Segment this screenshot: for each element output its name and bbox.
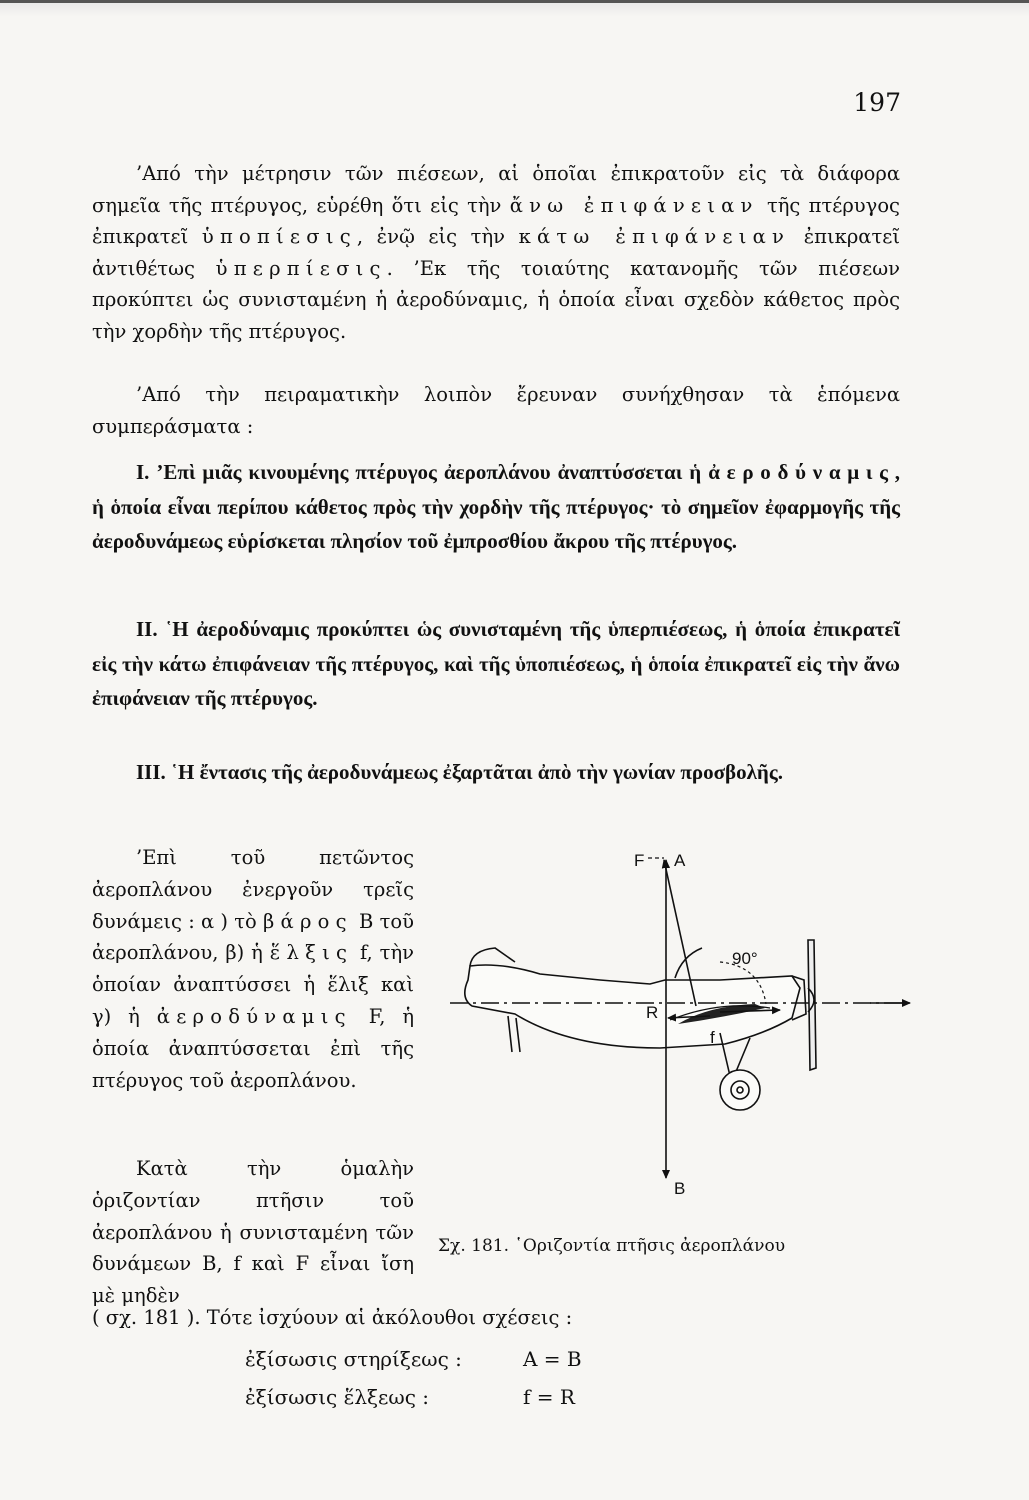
text-run: f, τὴν ὁποίαν ἀναπτύσσει ἡ ἕλιξ καὶ γ) ἡ bbox=[92, 941, 414, 1028]
page-number: 197 bbox=[853, 88, 901, 117]
text-run: ’Από τὴν μέτρησιν τῶν πιέσεων, αἱ ὁποῖαι ἐπικρατοῦν εἰς τὰ διάφορα σημεῖα τῆς πτέρυγος, εὑρέθη ὅτι εἰς τὴν bbox=[92, 162, 900, 217]
text-run: ’Από τὴν πειραματικὴν λοιπὸν ἔρευναν συνήχθησαν τὰ ἑπόμενα συμπεράσματα : bbox=[92, 383, 900, 438]
text-run: . ’Εκ τῆς τοιαύτης κατανομῆς τῶν πιέσεων προκύπτει ὡς συνισταμένη ἡ ἀεροδύναμις, ἡ ὁποία εἶναι σχεδὸν κάθετος πρὸς τὴν χορδὴν τῆς πτέρυγος. bbox=[92, 256, 900, 343]
landing-gear-leg bbox=[735, 1038, 750, 1074]
label-B: B bbox=[674, 1179, 686, 1198]
text-run: ἐπικρατεῖ ἀντιθέτως bbox=[92, 225, 901, 280]
text-run: Κατὰ τὴν ὁμαλὴν ὁριζοντίαν πτῆσιν τοῦ ἀεροπλάνου ἡ συνισταμένη τῶν δυνάμεων Β, f καὶ F εἶναι ἴση μὲ μηδὲν bbox=[92, 1157, 414, 1308]
conclusion-2 bbox=[92, 612, 900, 716]
spaced-term: ὑπερπίεσις bbox=[215, 256, 387, 280]
spaced-term: ἕλξις bbox=[269, 941, 354, 965]
equation-label: ἐξίσωσις ἕλξεως : bbox=[245, 1385, 429, 1409]
paragraph-pressure-distribution bbox=[92, 158, 900, 347]
airplane-force-diagram bbox=[420, 838, 920, 1223]
text-run: III. ῾Η ἔντασις τῆς ἀεροδυνάμεως ἐξαρτᾶται ἀπὸ τὴν γωνίαν προσβολῆς. bbox=[136, 760, 783, 784]
spaced-term: βάρος bbox=[263, 909, 353, 933]
scan-top-edge bbox=[0, 0, 1029, 17]
text-run: ’Επὶ τοῦ πετῶντος ἀεροπλάνου ἐνεργοῦν τρεῖς δυνάμεις : α ) τὸ bbox=[92, 846, 414, 933]
label-A: A bbox=[674, 851, 686, 870]
spaced-term: ἀεροδύναμις bbox=[708, 460, 895, 484]
text-run: Β τοῦ ἀεροπλάνου, β) ἡ bbox=[92, 909, 415, 965]
text-run: II. ῾Η ἀεροδύναμις προκύπτει ὡς συνισταμένη τῆς ὑπερπιέσεως, ἡ ὁποία ἐπικρατεῖ εἰς τὴν κάτω ἐπιφάνειαν τῆς πτέρυγος, καὶ τῆς ὑποπιέσεως, ἡ ὁποία ἐπικρατεῖ εἰς τὴν ἄνω ἐπιφάνειαν τῆς πτέρυγος. bbox=[92, 617, 900, 710]
equation-value: f = R bbox=[523, 1385, 575, 1409]
text-run: , ἡ ὁποία εἶναι περίπου κάθετος πρὸς τὴν χορδὴν τῆς πτέρυγος· τὸ σημεῖον ἐφαρμογῆς τῆς ἀεροδυνάμεως εὑρίσκεται πλησίον τοῦ ἐμπροσθίου ἄκρου τῆς πτέρυγος. bbox=[92, 460, 900, 553]
label-F: F bbox=[634, 851, 645, 870]
text-run: F, ἡ ὁποία ἀναπτύσσεται ἐπὶ τῆς πτέρυγος τοῦ ἀεροπλάνου. bbox=[92, 1004, 414, 1092]
spaced-term: ἄνω ἐπιφάνειαν bbox=[509, 193, 759, 217]
conclusion-3 bbox=[92, 755, 900, 790]
equation-traction bbox=[245, 1385, 575, 1409]
tail-skid-2 bbox=[516, 1018, 520, 1052]
figure-caption: Σχ. 181. ῾Οριζοντία πτῆσις ἀεροπλάνου bbox=[438, 1236, 786, 1256]
text-run: I. ’Επὶ μιᾶς κινουμένης πτέρυγος ἀεροπλάνου ἀναπτύσσεται ἡ bbox=[136, 460, 709, 484]
paragraph-relations: ( σχ. 181 ). Τότε ἰσχύουν αἱ ἀκόλουθοι σχέσεις : bbox=[92, 1306, 573, 1329]
equation-support bbox=[245, 1347, 582, 1371]
tail-fin bbox=[470, 948, 515, 966]
paragraph-equilibrium bbox=[92, 1153, 414, 1312]
spaced-term: κάτω ἐπιφάνειαν bbox=[518, 225, 791, 248]
spaced-term: ἀεροδύναμις bbox=[156, 1004, 352, 1028]
text-run: τῆς πτέρυγος ἐπικρατεῖ bbox=[92, 193, 900, 248]
label-f: f bbox=[710, 1028, 715, 1047]
paragraph-conclusions-intro bbox=[92, 379, 900, 442]
text-run: , ἐνῷ εἰς τὴν bbox=[356, 225, 519, 248]
label-R: R bbox=[646, 1003, 659, 1022]
equation-value: Α = Β bbox=[523, 1347, 582, 1371]
conclusion-1 bbox=[92, 455, 900, 559]
spaced-term: ὑποπίεσις bbox=[201, 225, 357, 248]
tail-skid-1 bbox=[508, 1016, 512, 1052]
label-angle: 90° bbox=[732, 949, 758, 968]
wheel-outer bbox=[720, 1070, 760, 1110]
propeller bbox=[808, 940, 816, 1070]
paragraph-forces bbox=[92, 842, 414, 1096]
equation-label: ἐξίσωσις στηρίξεως : bbox=[245, 1347, 462, 1371]
